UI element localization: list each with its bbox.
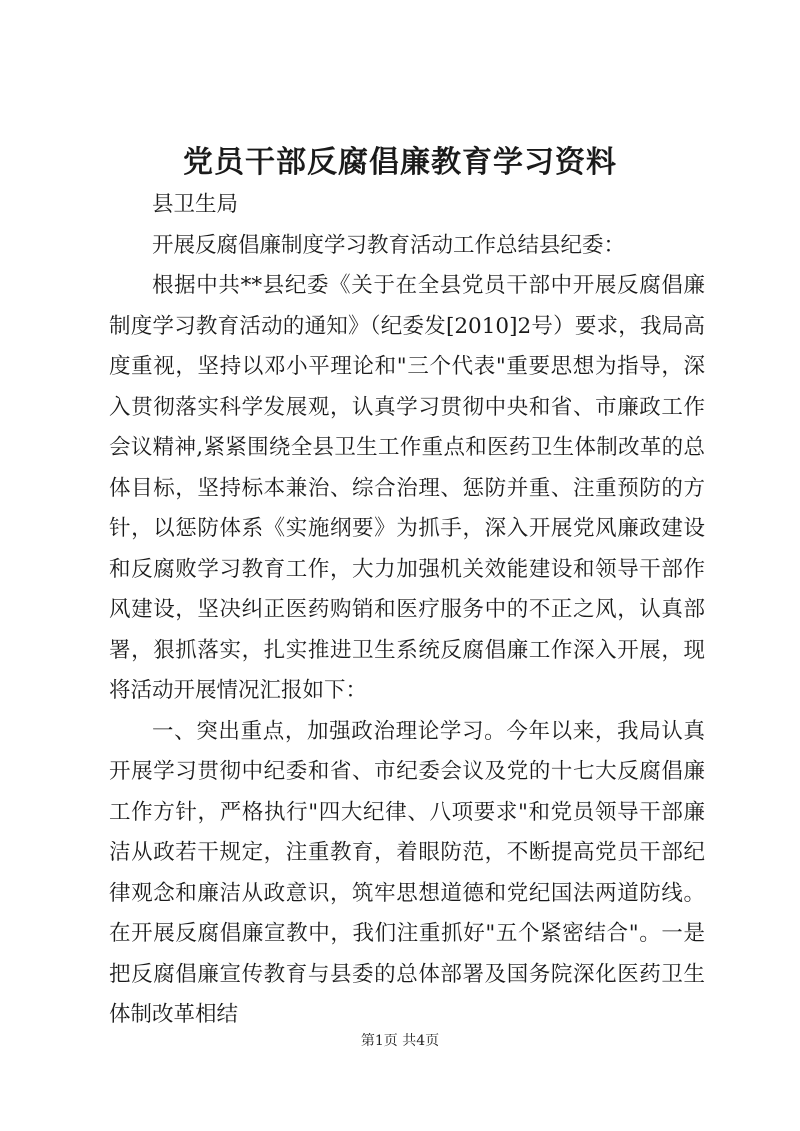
paragraph-section-one: 一、突出重点，加强政治理论学习。今年以来，我局认真开展学习贯彻中纪委和省、市纪委会议及党的十七大反腐倡廉工作方针，严格执行"四大纪律、八项要求"和党员领导干部廉洁从政若干规定，注重教育，着眼防范，不断提高党员干部纪律观念和廉洁从政意识，筑牢思想道德和党纪国法两道防线。在开展反腐倡廉宣教中，我们注重抓好"五个紧密结合"。一是把反腐倡廉宣传教育与县委的总体部署及国务院深化医药卫生体制改革相结: [109, 718, 705, 1027]
paragraph-department: 县卫生局: [152, 192, 239, 217]
page-number: 第1页 共4页: [360, 1033, 440, 1049]
document-body: [109, 185, 705, 1036]
document-title: 党员干部反腐倡廉教育学习资料: [183, 145, 617, 180]
paragraph-heading: 开展反腐倡廉制度学习教育活动工作总结县纪委：: [152, 232, 626, 258]
paragraph-intro: 根据中共**县纪委《关于在全县党员干部中开展反腐倡廉制度学习教育活动的通知》（纪委发[2010]2号）要求，我局高度重视，坚持以邓小平理论和"三个代表"重要思想为指导，深入贯彻落实科学发展观，认真学习贯彻中央和省、市廉政工作会议精神,紧紧围绕全县卫生工作重点和医药卫生体制改革的总体目标，坚持标本兼治、综合治理、惩防并重、注重预防的方针，以惩防体系《实施纲要》为抓手，深入开展党风廉政建设和反腐败学习教育工作，大力加强机关效能建设和领导干部作风建设，坚决纠正医药购销和医疗服务中的不正之风，认真部署，狠抓落实，扎实推进卫生系统反腐倡廉工作深入开展，现将活动开展情况汇报如下：: [109, 273, 705, 703]
